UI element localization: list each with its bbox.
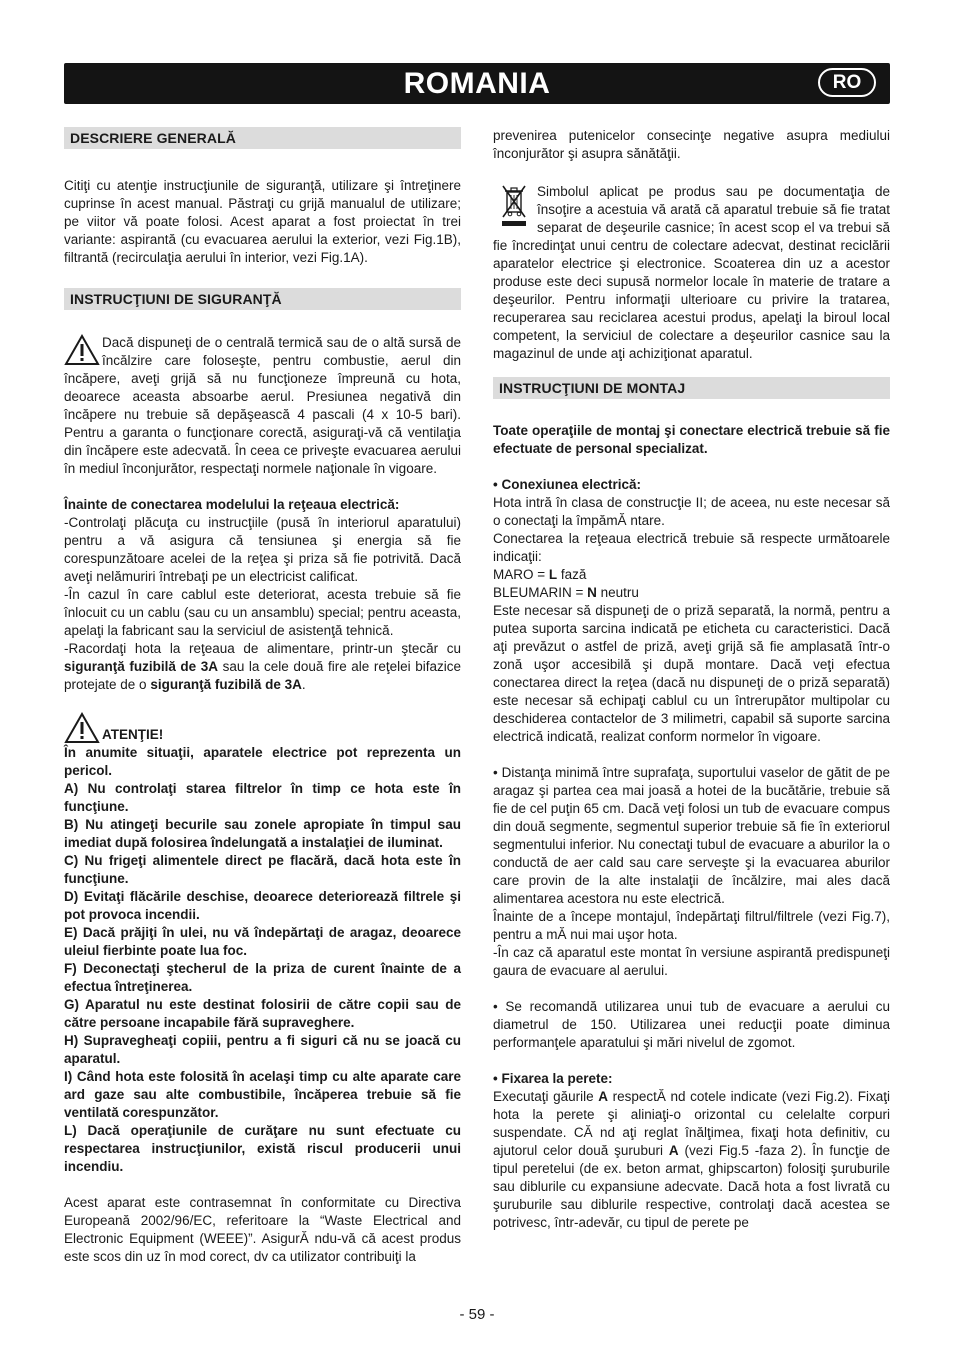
title-bar <box>64 63 890 104</box>
weee-directive-text: Acest aparat este contrasemnat în conformitate cu Directiva Europeană 2002/96/EC, referitoare la “Waste Electrical and Electronic Equipment (WEEE)”. AsigurĂ ndu-vă că acest produs este scos din uz în mod corect, dv ca utilizator contribuiţi la <box>64 1195 461 1264</box>
blue-wire-line <box>493 584 890 602</box>
attention-list <box>64 744 461 1176</box>
attention-title: ATENŢIE! <box>102 727 164 742</box>
safety-text: Dacă dispuneţi de o centrală termică sau de o altă sursă de încălzire care foloseşte, pentru combustie, aerul din încăpere, aveţi grijă să nu funcţioneze împreună cu hota, deoarece aceasta absoarbe aerul. Presiunea negativă din încăpere nu trebuie să depăşească 4 pascali (4 x 10-5 bari). Pentru a garanta o funcţionare corectă, asiguraţi-vă că ventilaţia din încăpere este adecvată. În ceea ce priveşte evacuarea aerului în mediul înconjurător, respectaţi normele naţionale în vigoare. <box>64 335 461 476</box>
minimum-distance-text: • Distanţa minimă între suprafaţa, suportului vaselor de gătit de pe aragaz şi partea cea mai joasă a hotei de la bucătărie, trebuie să fie de cel puţin 65 cm. Dacă veţi folosi un tub de evacuare compus din două segmente, segmentul superior trebuie să fie în exteriorul segmentului inferior. Nu conectaţi tubul de evacuare a aburilor la o conductă de aer cald sau care serveşte şi la evacuarea aburilor care provin de la alte instalaţii de încălzire, mai ales dacă alimentarea acestora nu este electrică. <box>493 765 890 906</box>
weee-symbol-text: Simbolul aplicat pe produs sau pe documentaţia de însoţire a acestuia vă arată că aparatul trebuie să fie tratat separat de deşeurile casnice; în acest scop el va trebui să fie încredinţat unui centru de colectare adecvat, destinat reciclării aparatelor electrice şi electronice. Scoaterea din uz a acestor produse este deci supusă normelor locale în materie de tratare a deşeurilor. Pentru informaţii ulterioare cu privire la tratarea, recuperarea sau reciclarea acestui produs, apelaţi la biroul local competent, la serviciul de colectare a deşeurilor casnice sau la magazinul de unde aţi achiziţionat aparatul. <box>493 184 890 361</box>
connection-indications-text: Conectarea la reţeaua electrică trebuie să respecte următoarele indicaţii: <box>493 531 890 564</box>
fuse-text-bold-2: siguranţă fuzibilă de 3A <box>150 677 302 692</box>
attention-heading <box>64 712 461 744</box>
weee-continuation-text: prevenirea putenicelor consecinţe negative asupra mediului înconjurător şi asupra sănătăţii. <box>493 128 890 161</box>
attention-item: H) Supravegheaţi copiii, pentru a fi siguri că nu se joacă cu aparatul. <box>64 1033 461 1066</box>
fuse-text-3: . <box>301 677 306 692</box>
fuse-text-bold-1: siguranţă fuzibilă de 3A <box>64 659 219 674</box>
fuse-text-2: sau la cele două fire ale reţelei bifazice protejate de o <box>64 659 462 692</box>
class-ii-text: Hota intră în clasa de construcţie II; de aceea, nu este necesar să o conectaţi la împămĂ ntare. <box>493 495 890 528</box>
wall-fixing-text-1: Executaţi găurile <box>493 1089 599 1104</box>
crossed-out-bin-icon <box>499 183 529 227</box>
section-heading-general: DESCRIERE GENERALĂ <box>64 127 461 149</box>
brown-wire-code: L <box>548 567 558 582</box>
remove-filters-text: Înainte de a începe montajul, îndepărtaţi filtrul/filtrele (vezi Fig.7), pentru a mĂ nui mai uşor hota. <box>493 909 890 942</box>
before-connecting-heading: Înainte de conectarea modelului la reţeaua electrică: <box>64 497 400 512</box>
weee-symbol-paragraph <box>493 183 890 363</box>
blue-wire-label: BLEUMARIN = <box>493 585 588 600</box>
left-column <box>64 127 461 1266</box>
page-title: ROMANIA <box>403 67 551 100</box>
attention-item: D) Evitaţi flăcările deschise, deoarece deteriorează filtrele şi pot provoca incendii. <box>64 889 461 922</box>
section-heading-mounting: INSTRUCŢIUNI DE MONTAJ <box>493 377 890 399</box>
separate-socket-text: Este necesar să dispuneţi de o priză separată, la normă, pentru a putea suporta sarcina indicată pe eticheta cu caracteristici. Dacă aţi prevăzut o astfel de priză, aveţi grijă să fie amplasată într-o zonă uşor accesibilă şi după montare. Dacă veţi efectua conectarea direct la reţea (dacă nu dispuneţi de o priză separată) este necesar să echipaţi cablul cu un întrerupător multipolar cu deschiderea contactelor de 3 milimetri, capabil să suporte sarcina electrică indicată, realizat conform normelor în vigoare. <box>493 603 890 744</box>
damaged-cable-text: -În cazul în care cablul este deteriorat, acesta trebuie să fie înlocuit cu un cablu (sau cu un ansamblu) special; pentru aceasta, apelaţi la fabricant sau la serviciul de asistenţă tehnică. <box>64 587 461 638</box>
general-description: Citiţi cu atenţie instrucţiunile de siguranţă, utilizare şi întreţinere cuprinse în acest manual. Păstraţi cu grijă manualul de utilizare; pe viitor vă poate folosi. Acest aparat a fost proiectat în trei variante: aspirantă (cu evacuarea aerului la exterior, vezi Fig.1B), filtrantă (recirculaţia aerului în interior, vezi Fig.1A). <box>64 178 461 265</box>
check-plate-text: -Controlaţi plăcuţa cu instrucţiile (pusă în interiorul aparatului) pentru a vă asigura că tensiunea şi energia să fie corespunzătoare acelei de la reţea şi priza să fie potrivită. Dacă aveţi nelămuriri întrebaţi pe un electricist calificat. <box>64 515 461 584</box>
wall-fixing-text-2: respectĂ nd cotele indicate (vezi Fig.2). Fixaţi hota la perete şi aliniaţi-o orizontal cu celelalte corpuri suspendate. CĂ nd aţi reglat înălţimea, fixaţi hota definitiv, cu ajutorul celor două şuruburi <box>493 1089 890 1158</box>
attention-item: F) Deconectaţi ştecherul de la priza de curent înainte de a efectua întreţinerea. <box>64 961 461 994</box>
exhaust-hole-text: -În caz că aparatul este montat în versiune aspirantă predispuneţi gaura de evacuare al aerului. <box>493 945 890 978</box>
attention-item: A) Nu controlaţi starea filtrelor în timp ce hota este în funcţiune. <box>64 781 461 814</box>
fuse-text-1: -Racordaţi hota la reţeaua de alimentare, printr-un ştecăr cu <box>64 641 461 656</box>
language-badge: RO <box>818 68 876 97</box>
warning-triangle-icon <box>64 712 100 744</box>
safety-paragraph <box>64 334 461 478</box>
wall-fixing-text <box>493 1088 890 1232</box>
attention-item: I) Când hota este folosită în acelaşi timp cu alte aparate care ard gaze sau alte combustibile, încăperea trebuie să fie ventilată corespunzător. <box>64 1069 461 1120</box>
brown-wire-desc: fază <box>557 567 587 582</box>
wall-fixing-text-3: (vezi Fig.5 -faza 2). În funcţie de tipul peretelui (de ex. beton armat, ghipscarton) folosiţi şuruburile sau diblurile cu expansiune adecvate. Dacă hota a fost livrată cu şuruburile sau diblurile respective, controlaţi dacă acestea se potrivesc, într-adevăr, cu tipul de perete pe <box>493 1143 890 1230</box>
screw-label-a: A <box>668 1143 679 1158</box>
page-number: - 59 - <box>459 1306 495 1323</box>
hole-label-a: A <box>598 1089 608 1104</box>
blue-wire-code: N <box>587 585 597 600</box>
blue-wire-desc: neutru <box>596 585 639 600</box>
exhaust-tube-text: • Se recomandă utilizarea unui tub de evacuare a aerului cu diametrul de 150. Utilizarea unei reducţii poate diminua performanţele aparatului şi mări nivelul de zgomot. <box>493 999 890 1050</box>
attention-item: E) Dacă prăjiţi în ulei, nu vă îndepărtaţi de aragaz, deoarece uleiul fierbinte poate lua foc. <box>64 925 461 958</box>
wall-fixing-heading: • Fixarea la perete: <box>493 1071 613 1086</box>
attention-item: L) Dacă operaţiunile de curăţare nu sunt efectuate cu respectarea instrucţiunilor, există riscul producerii unui incendiu. <box>64 1123 461 1174</box>
attention-item: G) Aparatul nu este destinat folosirii de către copii sau de către persoane incapabile fără supraveghere. <box>64 997 461 1030</box>
warning-triangle-icon <box>64 334 100 366</box>
brown-wire-line <box>493 566 890 584</box>
attention-item: B) Nu atingeţi becurile sau zonele apropiate în timpul sau imediat după folosirea îndelungată a instalaţiei de iluminat. <box>64 817 461 850</box>
fuse-text <box>64 640 461 694</box>
attention-item: În anumite situaţii, aparatele electrice pot reprezenta un pericol. <box>64 745 461 778</box>
section-heading-safety: INSTRUCŢIUNI DE SIGURANŢĂ <box>64 288 461 310</box>
brown-wire-label: MARO = <box>493 567 549 582</box>
specialized-personnel-notice: Toate operaţiile de montaj şi conectare electrică trebuie să fie efectuate de personal specializat. <box>493 423 890 456</box>
right-column <box>493 127 890 1232</box>
electrical-connection-heading: • Conexiunea electrică: <box>493 477 642 492</box>
attention-item: C) Nu frigeţi alimentele direct pe flacără, dacă hota este în funcţiune. <box>64 853 461 886</box>
